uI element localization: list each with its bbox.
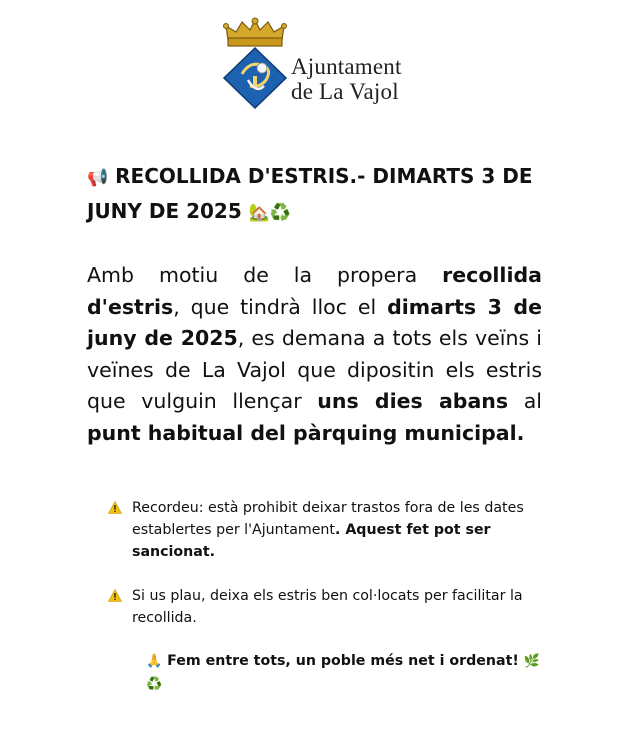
- municipal-logo: [220, 16, 420, 112]
- house-recycle-icon: 🏡♻️: [248, 203, 292, 223]
- closing-text: Fem entre tots, un poble més net i ordenat!: [167, 653, 519, 669]
- closing-message: [146, 650, 546, 696]
- municipality-name-line1: Ajuntament: [291, 54, 402, 79]
- note-text: Si us plau, deixa els estris ben col·locats per facilitar la recollida.: [132, 588, 523, 626]
- notes-list: [108, 497, 548, 629]
- body-text-4: al: [508, 389, 542, 413]
- body-text-3: , es demana a tots els veïns i veïnes de La Vajol que dipositin els estris que vulguin llençar: [87, 326, 542, 413]
- warning-icon: [108, 589, 122, 602]
- body-bold-1: recollida d'estris: [87, 263, 542, 319]
- body-text-1: Amb motiu de la propera: [87, 263, 443, 287]
- note-item: [108, 497, 548, 563]
- notice-body: [87, 260, 542, 449]
- body-bold-2: dimarts 3 de juny de 2025: [87, 294, 542, 350]
- notice-title: [87, 160, 547, 230]
- note-item: [108, 585, 548, 629]
- coat-of-arms-icon: [220, 16, 290, 112]
- note-bold: . Aquest fet pot ser sancionat.: [132, 522, 491, 560]
- praying-hands-icon: 🙏: [146, 654, 163, 669]
- herb-recycle-icon: 🌿♻️: [146, 654, 540, 692]
- municipality-name: [291, 54, 402, 104]
- notice-title-text: RECOLLIDA D'ESTRIS.- DIMARTS 3 DE JUNY DE 2025: [87, 164, 533, 223]
- body-text-2: , que tindrà lloc el: [173, 294, 388, 319]
- municipality-name-line2: de La Vajol: [291, 79, 399, 104]
- body-bold-4: punt habitual del pàrquing municipal.: [87, 420, 525, 445]
- body-bold-3: uns dies abans: [317, 389, 509, 413]
- megaphone-icon: 📢: [87, 168, 109, 188]
- warning-icon: [108, 501, 122, 514]
- note-text: Recordeu: està prohibit deixar trastos fora de les dates establertes per l'Ajuntament: [132, 500, 524, 538]
